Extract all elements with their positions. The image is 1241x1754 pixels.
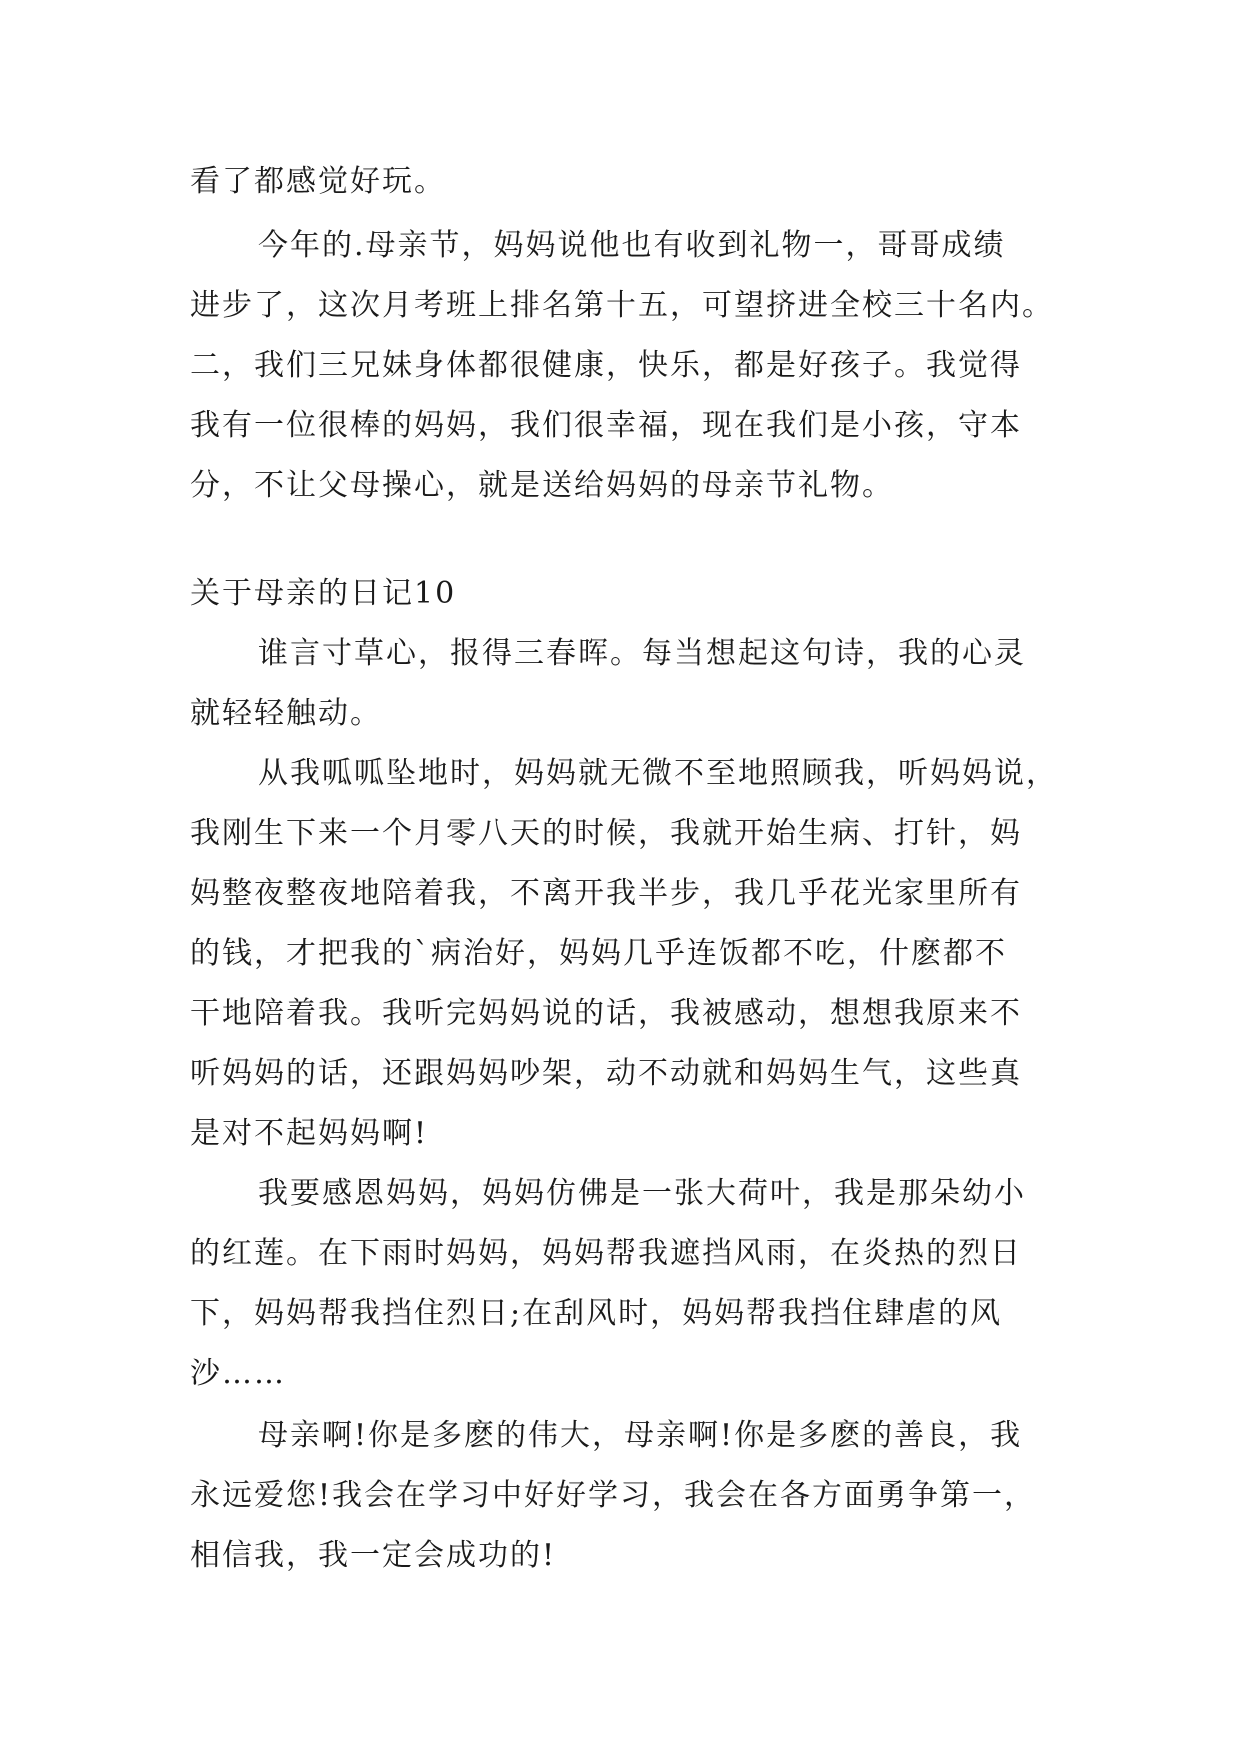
section-heading: 关于母亲的日记10: [190, 576, 457, 611]
paragraph-line: 沙……: [190, 1356, 286, 1391]
paragraph-line: 母亲啊!你是多麽的伟大，母亲啊!你是多麽的善良，我: [258, 1418, 1023, 1453]
paragraph-line: 听妈妈的话，还跟妈妈吵架，动不动就和妈妈生气，这些真: [190, 1056, 1022, 1091]
paragraph-line: 下，妈妈帮我挡住烈日;在刮风时，妈妈帮我挡住肆虐的风: [190, 1296, 1003, 1331]
paragraph-line: 永远爱您!我会在学习中好好学习，我会在各方面勇争第一，: [190, 1478, 1037, 1513]
paragraph-line: 就轻轻触动。: [190, 696, 382, 731]
paragraph-line: 干地陪着我。我听完妈妈说的话，我被感动，想想我原来不: [190, 996, 1022, 1031]
paragraph-line: 妈整夜整夜地陪着我，不离开我半步，我几乎花光家里所有: [190, 876, 1022, 911]
paragraph-line: 我要感恩妈妈，妈妈仿佛是一张大荷叶，我是那朵幼小: [258, 1176, 1026, 1211]
paragraph-line: 我刚生下来一个月零八天的时候，我就开始生病、打针，妈: [190, 816, 1022, 851]
paragraph-line: 二，我们三兄妹身体都很健康，快乐，都是好孩子。我觉得: [190, 348, 1022, 383]
paragraph-line: 看了都感觉好玩。: [190, 164, 446, 199]
paragraph-line: 谁言寸草心，报得三春晖。每当想起这句诗，我的心灵: [258, 636, 1026, 671]
paragraph-line: 的钱，才把我的`病治好，妈妈几乎连饭都不吃，什麽都不: [190, 936, 1007, 971]
paragraph-line: 我有一位很棒的妈妈，我们很幸福，现在我们是小孩，守本: [190, 408, 1022, 443]
paragraph-line: 相信我，我一定会成功的!: [190, 1538, 557, 1573]
paragraph-line: 是对不起妈妈啊!: [190, 1116, 429, 1151]
paragraph-line: 分，不让父母操心，就是送给妈妈的母亲节礼物。: [190, 468, 894, 503]
paragraph-line: 从我呱呱坠地时，妈妈就无微不至地照顾我，听妈妈说，: [258, 756, 1058, 791]
paragraph-line: 进步了，这次月考班上排名第十五，可望挤进全校三十名内。: [190, 288, 1054, 323]
paragraph-line: 的红莲。在下雨时妈妈，妈妈帮我遮挡风雨，在炎热的烈日: [190, 1236, 1022, 1271]
paragraph-line: 今年的.母亲节，妈妈说他也有收到礼物一，哥哥成绩: [258, 228, 1006, 263]
